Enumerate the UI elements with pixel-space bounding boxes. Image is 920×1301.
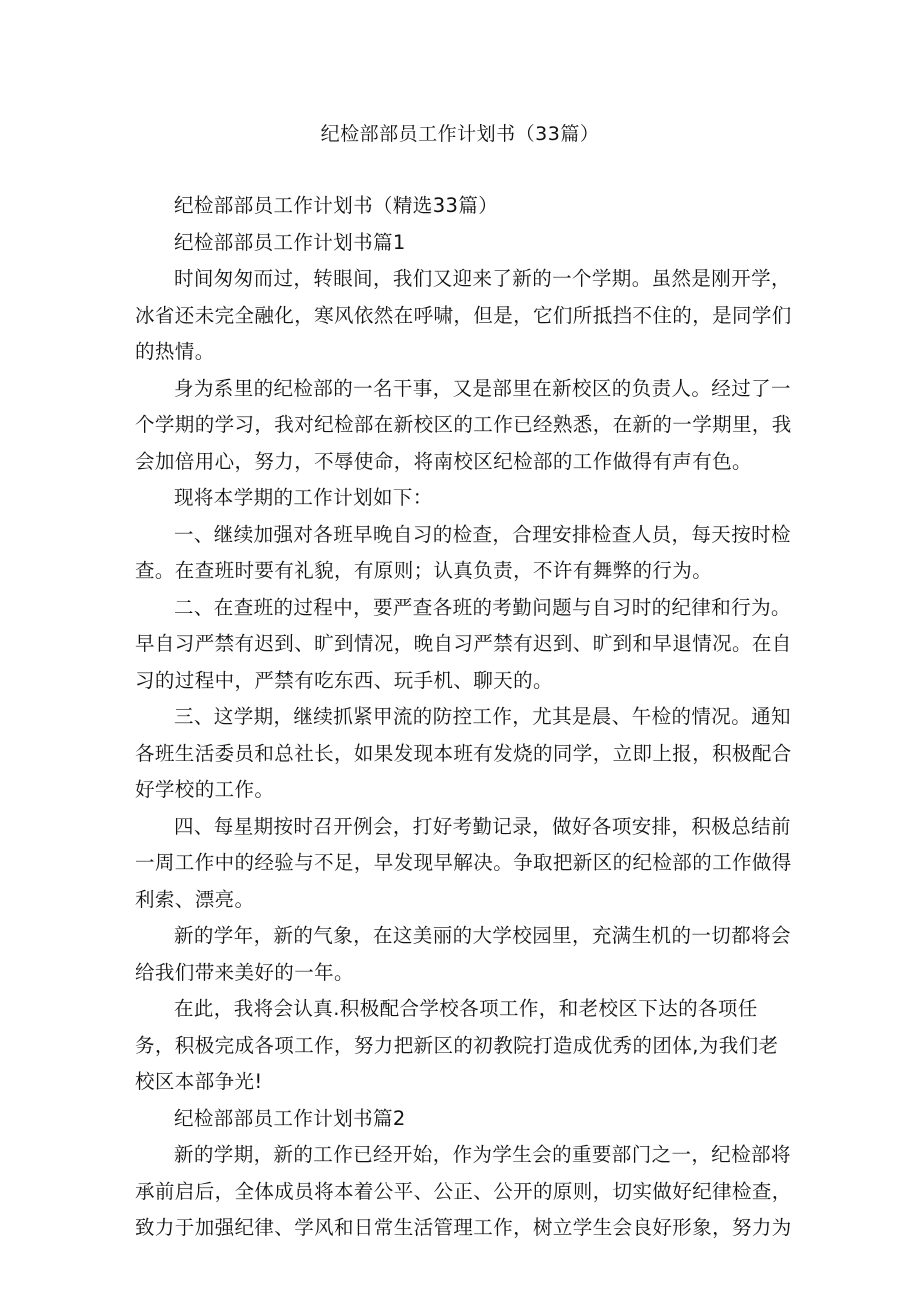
paragraph: 在此，我将会认真.积极配合学校各项工作，和老校区下达的各项任务，积极完成各项工作，努力把新区的初教院打造成优秀的团体,为我们老校区本部争光! xyxy=(135,997,779,1093)
list-item-4: 四、每星期按时召开例会，打好考勤记录，做好各项安排，积极总结前一周工作中的经验与不足，早发现早解决。争取把新区的纪检部的工作做得利索、漂亮。 xyxy=(135,814,792,911)
document-body xyxy=(135,188,795,1247)
list-item-3: 三、这学期，继续抓紧甲流的防控工作，尤其是晨、午检的情况。通知各班生活委员和总社长，如果发现本班有发烧的同学，立即上报，积极配合好学校的工作。 xyxy=(135,705,792,801)
paragraph: 时间匆匆而过，转眼间，我们又迎来了新的一个学期。虽然是刚开学，冰省还未完全融化，寒风依然在呼啸，但是，它们所抵挡不住的，是同学们的热情。 xyxy=(135,267,792,363)
paragraph: 新的学年，新的气象，在这美丽的大学校园里，充满生机的一切都将会给我们带来美好的一年。 xyxy=(135,924,791,984)
subtitle: 纪检部部员工作计划书（精选33篇） xyxy=(174,194,499,217)
paragraph: 现将本学期的工作计划如下： xyxy=(174,486,433,509)
paragraph: 身为系里的纪检部的一名干事，又是部里在新校区的负责人。经过了一个学期的学习，我对纪检部在新校区的工作已经熟悉，在新的一学期里，我会加倍用心，努力，不辱使命，将南校区纪检部的工作做得有声有色。 xyxy=(135,376,792,473)
section-heading-2: 纪检部部员工作计划书篇2 xyxy=(174,1106,406,1130)
document-title: 纪检部部员工作计划书（33篇） xyxy=(320,123,600,145)
list-item-1: 一、继续加强对各班早晚自习的检查，合理安排检查人员，每天按时检查。在查班时要有礼貌，有原则；认真负责，不许有舞弊的行为。 xyxy=(135,522,791,582)
list-item-2: 二、在查班的过程中，要严查各班的考勤问题与自习时的纪律和行为。早自习严禁有迟到、旷到情况，晚自习严禁有迟到、旷到和早退情况。在自习的过程中，严禁有吃东西、玩手机、聊天的。 xyxy=(135,595,792,692)
paragraph: 新的学期，新的工作已经开始，作为学生会的重要部门之一，纪检部将承前启后，全体成员将本着公平、公正、公开的原则，切实做好纪律检查，致力于加强纪律、学风和日常生活管理工作，树立学生会良好形象，努力为 xyxy=(135,1143,792,1239)
section-heading-1: 纪检部部员工作计划书篇1 xyxy=(174,230,406,254)
